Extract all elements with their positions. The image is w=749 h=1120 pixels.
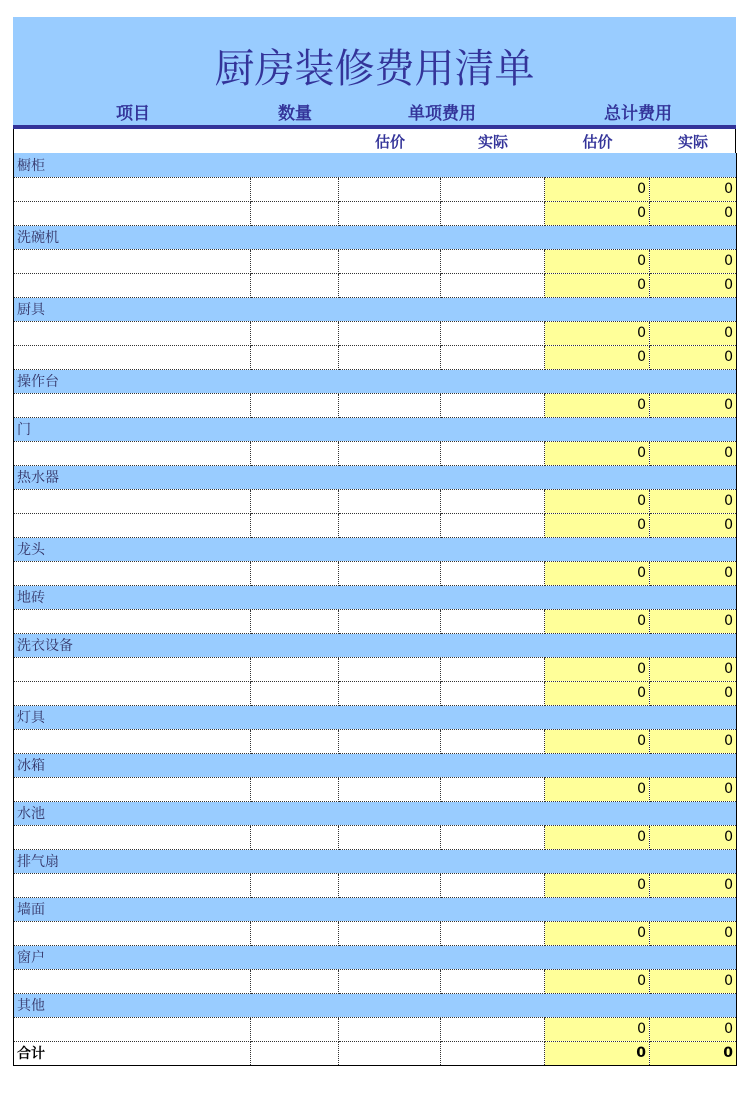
item-row [14, 513, 737, 537]
item-cell[interactable] [14, 513, 251, 537]
total-estimate-cell[interactable]: 0 [545, 657, 650, 681]
unit-estimate-cell[interactable] [339, 441, 441, 465]
qty-cell[interactable] [251, 657, 339, 681]
unit-estimate-cell[interactable] [339, 249, 441, 273]
total-estimate-cell[interactable]: 0 [545, 873, 650, 897]
qty-cell[interactable] [251, 921, 339, 945]
category-label[interactable]: 水池 [14, 801, 737, 825]
unit-actual-cell[interactable] [441, 561, 545, 585]
total-estimate-cell[interactable]: 0 [545, 201, 650, 225]
item-row [14, 873, 737, 897]
category-row [14, 753, 737, 777]
total-estimate-cell[interactable]: 0 [545, 609, 650, 633]
unit-estimate-cell[interactable] [339, 393, 441, 417]
item-cell[interactable] [14, 201, 251, 225]
total-actual-cell[interactable]: 0 [650, 657, 737, 681]
item-row [14, 729, 737, 753]
category-row [14, 417, 737, 441]
qty-cell[interactable] [251, 441, 339, 465]
total-actual-cell[interactable]: 0 [650, 345, 737, 369]
total-estimate-cell[interactable]: 0 [545, 345, 650, 369]
unit-estimate-cell[interactable] [339, 177, 441, 201]
unit-actual-cell[interactable] [441, 249, 545, 273]
category-row [14, 849, 737, 873]
cost-table [13, 153, 737, 1066]
unit-estimate-cell[interactable] [339, 609, 441, 633]
item-cell[interactable] [14, 489, 251, 513]
category-label[interactable]: 操作台 [14, 369, 737, 393]
qty-cell[interactable] [251, 513, 339, 537]
unit-estimate-cell[interactable] [339, 921, 441, 945]
category-row [14, 897, 737, 921]
unit-actual-cell[interactable] [441, 393, 545, 417]
qty-cell[interactable] [251, 489, 339, 513]
qty-cell[interactable] [251, 561, 339, 585]
qty-cell[interactable] [251, 177, 339, 201]
item-row [14, 201, 737, 225]
total-estimate-cell[interactable]: 0 [545, 825, 650, 849]
total-actual-cell[interactable]: 0 [650, 441, 737, 465]
unit-estimate-cell[interactable] [339, 873, 441, 897]
item-cell[interactable] [14, 321, 251, 345]
total-actual-cell[interactable]: 0 [650, 969, 737, 993]
total-actual-cell[interactable]: 0 [650, 729, 737, 753]
total-actual-cell[interactable]: 0 [650, 825, 737, 849]
item-cell[interactable] [14, 345, 251, 369]
total-actual-cell[interactable]: 0 [650, 561, 737, 585]
category-label[interactable]: 其他 [14, 993, 737, 1017]
item-row [14, 441, 737, 465]
category-label[interactable]: 灯具 [14, 705, 737, 729]
unit-estimate-cell[interactable] [339, 657, 441, 681]
category-row [14, 465, 737, 489]
item-cell[interactable] [14, 177, 251, 201]
total-estimate-cell[interactable]: 0 [545, 513, 650, 537]
qty-cell[interactable] [251, 681, 339, 705]
unit-actual-cell[interactable] [441, 825, 545, 849]
category-label[interactable]: 地砖 [14, 585, 737, 609]
subheader-estimate-unit: 估价 [374, 133, 405, 151]
total-actual-cell[interactable]: 0 [650, 273, 737, 297]
item-row [14, 1017, 737, 1041]
item-row [14, 249, 737, 273]
category-label[interactable]: 冰箱 [14, 753, 737, 777]
item-row [14, 969, 737, 993]
category-row [14, 801, 737, 825]
qty-cell[interactable] [251, 249, 339, 273]
spreadsheet [13, 17, 736, 1066]
qty-cell[interactable] [251, 273, 339, 297]
qty-cell[interactable] [251, 969, 339, 993]
qty-cell[interactable] [251, 1017, 339, 1041]
category-label[interactable]: 洗碗机 [14, 225, 737, 249]
total-actual-cell[interactable]: 0 [650, 489, 737, 513]
unit-estimate-cell[interactable] [339, 561, 441, 585]
item-cell[interactable] [14, 729, 251, 753]
unit-actual-cell[interactable] [441, 513, 545, 537]
item-row [14, 177, 737, 201]
category-row [14, 369, 737, 393]
total-empty-cell[interactable] [339, 1041, 441, 1065]
category-row [14, 537, 737, 561]
item-cell[interactable] [14, 609, 251, 633]
item-cell[interactable] [14, 441, 251, 465]
unit-actual-cell[interactable] [441, 969, 545, 993]
unit-actual-cell[interactable] [441, 873, 545, 897]
unit-actual-cell[interactable] [441, 177, 545, 201]
total-actual-cell[interactable]: 0 [650, 177, 737, 201]
unit-estimate-cell[interactable] [339, 1017, 441, 1041]
item-cell[interactable] [14, 825, 251, 849]
category-row [14, 297, 737, 321]
category-label[interactable]: 厨具 [14, 297, 737, 321]
item-row [14, 393, 737, 417]
item-cell[interactable] [14, 249, 251, 273]
unit-actual-cell[interactable] [441, 681, 545, 705]
qty-cell[interactable] [251, 729, 339, 753]
total-estimate-cell[interactable]: 0 [545, 969, 650, 993]
item-row [14, 561, 737, 585]
qty-cell[interactable] [251, 201, 339, 225]
unit-actual-cell[interactable] [441, 441, 545, 465]
total-estimate-cell[interactable]: 0 [545, 393, 650, 417]
unit-estimate-cell[interactable] [339, 201, 441, 225]
total-estimate-cell[interactable]: 0 [545, 777, 650, 801]
total-actual-cell[interactable]: 0 [650, 681, 737, 705]
item-row [14, 489, 737, 513]
item-cell[interactable] [14, 921, 251, 945]
item-cell[interactable] [14, 657, 251, 681]
total-empty-cell[interactable] [251, 1041, 339, 1065]
category-label[interactable]: 龙头 [14, 537, 737, 561]
total-actual-cell[interactable]: 0 [650, 873, 737, 897]
item-row [14, 657, 737, 681]
unit-estimate-cell[interactable] [339, 825, 441, 849]
total-estimate-cell[interactable]: 0 [545, 921, 650, 945]
unit-estimate-cell[interactable] [339, 321, 441, 345]
item-cell[interactable] [14, 777, 251, 801]
column-header-unit-cost: 单项费用 [408, 104, 476, 124]
category-label[interactable]: 洗衣设备 [14, 633, 737, 657]
category-label[interactable]: 墙面 [14, 897, 737, 921]
total-actual-cell[interactable]: 0 [650, 921, 737, 945]
item-row [14, 921, 737, 945]
qty-cell[interactable] [251, 609, 339, 633]
item-row [14, 345, 737, 369]
total-estimate-cell[interactable]: 0 [545, 321, 650, 345]
unit-estimate-cell[interactable] [339, 681, 441, 705]
total-actual-cell[interactable]: 0 [650, 609, 737, 633]
unit-actual-cell[interactable] [441, 201, 545, 225]
category-row [14, 993, 737, 1017]
category-label[interactable]: 排气扇 [14, 849, 737, 873]
unit-estimate-cell[interactable] [339, 729, 441, 753]
column-header-total-cost: 总计费用 [604, 104, 672, 124]
total-estimate-cell[interactable]: 0 [545, 177, 650, 201]
category-label[interactable]: 橱柜 [14, 153, 737, 177]
item-cell[interactable] [14, 561, 251, 585]
item-row [14, 273, 737, 297]
total-estimate-cell[interactable]: 0 [545, 561, 650, 585]
unit-estimate-cell[interactable] [339, 489, 441, 513]
category-label[interactable]: 门 [14, 417, 737, 441]
item-cell[interactable] [14, 393, 251, 417]
subheader-actual-total: 实际 [677, 133, 708, 151]
total-estimate-cell[interactable]: 0 [545, 249, 650, 273]
unit-estimate-cell[interactable] [339, 345, 441, 369]
unit-estimate-cell[interactable] [339, 513, 441, 537]
category-row [14, 705, 737, 729]
unit-actual-cell[interactable] [441, 321, 545, 345]
unit-actual-cell[interactable] [441, 1017, 545, 1041]
total-label: 合计 [14, 1041, 251, 1065]
item-row [14, 321, 737, 345]
total-empty-cell[interactable] [441, 1041, 545, 1065]
category-label[interactable]: 热水器 [14, 465, 737, 489]
total-actual-cell[interactable]: 0 [650, 201, 737, 225]
category-row [14, 633, 737, 657]
item-row [14, 609, 737, 633]
total-actual-cell[interactable]: 0 [650, 1017, 737, 1041]
qty-cell[interactable] [251, 321, 339, 345]
total-estimate-cell[interactable]: 0 [545, 273, 650, 297]
page-title: 厨房装修费用清单 [214, 46, 535, 92]
subheader-row [13, 129, 736, 153]
item-cell[interactable] [14, 681, 251, 705]
qty-cell[interactable] [251, 345, 339, 369]
item-cell[interactable] [14, 873, 251, 897]
qty-cell[interactable] [251, 393, 339, 417]
grand-total-actual[interactable]: 0 [650, 1041, 737, 1065]
category-row [14, 153, 737, 177]
total-actual-cell[interactable]: 0 [650, 513, 737, 537]
header-banner [13, 17, 736, 125]
total-actual-cell[interactable]: 0 [650, 249, 737, 273]
unit-actual-cell[interactable] [441, 273, 545, 297]
grand-total-estimate[interactable]: 0 [545, 1041, 650, 1065]
total-estimate-cell[interactable]: 0 [545, 489, 650, 513]
unit-estimate-cell[interactable] [339, 273, 441, 297]
item-row [14, 681, 737, 705]
item-row [14, 777, 737, 801]
category-row [14, 585, 737, 609]
unit-actual-cell[interactable] [441, 489, 545, 513]
qty-cell[interactable] [251, 777, 339, 801]
total-estimate-cell[interactable]: 0 [545, 729, 650, 753]
qty-cell[interactable] [251, 825, 339, 849]
total-actual-cell[interactable]: 0 [650, 777, 737, 801]
column-header-item: 项目 [116, 104, 150, 124]
total-row [14, 1041, 737, 1065]
unit-actual-cell[interactable] [441, 657, 545, 681]
category-label[interactable]: 窗户 [14, 945, 737, 969]
unit-actual-cell[interactable] [441, 921, 545, 945]
subheader-actual-unit: 实际 [477, 133, 508, 151]
item-cell[interactable] [14, 273, 251, 297]
item-cell[interactable] [14, 969, 251, 993]
unit-estimate-cell[interactable] [339, 777, 441, 801]
category-row [14, 225, 737, 249]
total-estimate-cell[interactable]: 0 [545, 441, 650, 465]
total-actual-cell[interactable]: 0 [650, 393, 737, 417]
category-row [14, 945, 737, 969]
item-row [14, 825, 737, 849]
unit-actual-cell[interactable] [441, 777, 545, 801]
unit-estimate-cell[interactable] [339, 969, 441, 993]
total-actual-cell[interactable]: 0 [650, 321, 737, 345]
total-estimate-cell[interactable]: 0 [545, 681, 650, 705]
item-cell[interactable] [14, 1017, 251, 1041]
column-header-qty: 数量 [278, 104, 312, 124]
unit-actual-cell[interactable] [441, 609, 545, 633]
unit-actual-cell[interactable] [441, 345, 545, 369]
total-estimate-cell[interactable]: 0 [545, 1017, 650, 1041]
qty-cell[interactable] [251, 873, 339, 897]
unit-actual-cell[interactable] [441, 729, 545, 753]
subheader-estimate-total: 估价 [582, 133, 613, 151]
